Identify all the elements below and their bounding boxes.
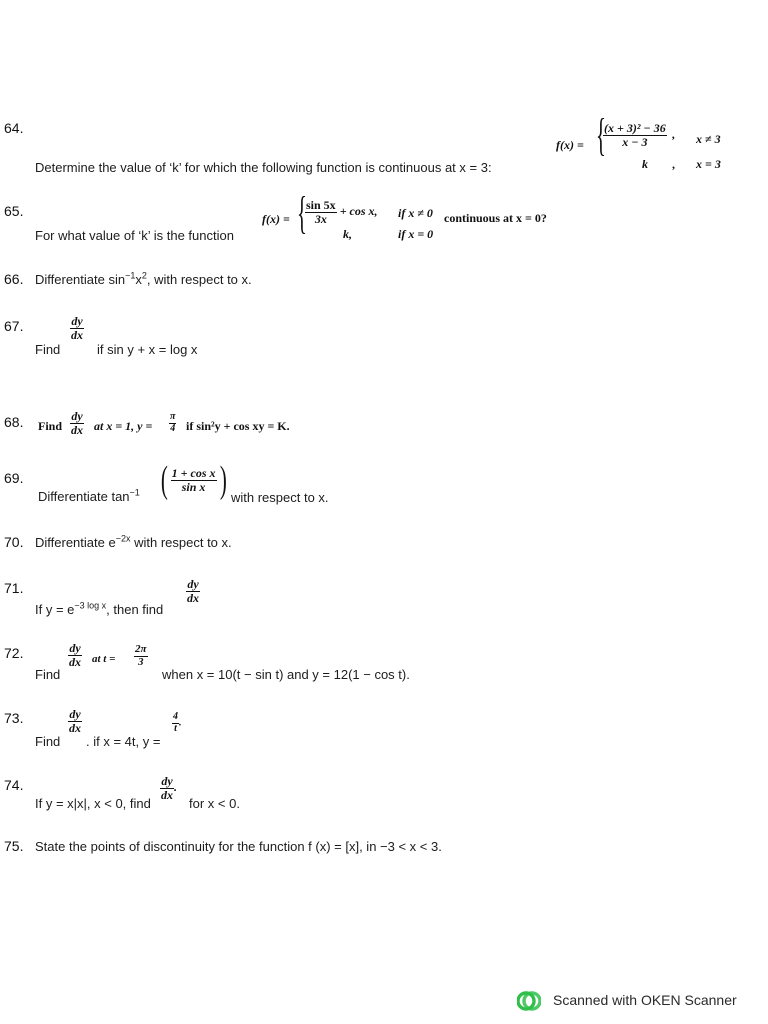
fraction-denominator: t xyxy=(172,723,179,735)
tan-inverse-argument: ( $\frac{\text{1 + cos x}}{\text{sin x}}$ ) xyxy=(160,459,227,501)
question-text: when x = 10(t − sin t) and y = 12(1 − cos t). xyxy=(162,667,410,682)
brace: { xyxy=(596,109,606,160)
superscript: −3 log x xyxy=(74,600,107,611)
question-text xyxy=(38,489,140,504)
derivative-dy-dx xyxy=(68,708,82,734)
derivative-dy-dx: $\frac{dy}{dx}$ . xyxy=(161,774,177,802)
question-text: for x < 0. xyxy=(189,796,240,811)
fraction-numerator: dy xyxy=(71,314,83,328)
fraction-numerator: dy xyxy=(187,577,199,591)
condition: if x = 0 xyxy=(398,227,434,241)
question-text: Find xyxy=(35,734,61,749)
fraction-numerator: dy xyxy=(69,707,81,721)
question-text: at t = xyxy=(92,653,116,665)
question-number: 71. xyxy=(4,580,24,596)
question-text: State the points of discontinuity for the function f (x) = [x], in −3 < x < 3. xyxy=(35,839,442,854)
fraction-numerator: dy xyxy=(69,641,81,655)
text-part: x xyxy=(135,272,142,287)
function-label: f(x) = xyxy=(262,212,290,226)
condition: x = 3 xyxy=(696,157,721,171)
question-text: if sin²y + cos xy = K. xyxy=(186,419,290,433)
fraction-numerator: sin 5x xyxy=(306,198,336,212)
question-text xyxy=(35,535,232,550)
comma: , xyxy=(672,157,675,171)
condition: x ≠ 3 xyxy=(696,132,721,146)
question-text: Find xyxy=(35,667,61,682)
continuity-text: continuous at x = 0? xyxy=(444,211,547,225)
fraction-numerator: 4 xyxy=(173,711,178,722)
fraction-numerator: 2π xyxy=(135,643,147,655)
question-text: Determine the value of ‘k’ for which the following function is continuous at x = 3: xyxy=(35,160,492,175)
derivative-dy-dx xyxy=(70,315,84,341)
question-number: 68. xyxy=(4,414,24,430)
function-label: f(x) = xyxy=(556,138,584,152)
question-text: with respect to x. xyxy=(231,490,329,505)
fraction-denominator: dx xyxy=(71,327,83,342)
two-pi-over-3 xyxy=(134,644,148,668)
question-text: Find xyxy=(35,342,61,357)
pi-over-4 xyxy=(169,412,176,434)
question-number: 69. xyxy=(4,470,24,486)
oken-scanner-logo xyxy=(517,990,541,1012)
derivative-dy-dx xyxy=(68,642,82,668)
fraction-numerator: dy xyxy=(161,774,173,788)
fraction-numerator: 1 + cos x xyxy=(171,465,216,480)
fraction-denominator: 3x xyxy=(305,212,337,226)
text-part: , with respect to x. xyxy=(146,272,252,287)
text-part: with respect to x. xyxy=(134,535,232,550)
question-number: 70. xyxy=(4,534,24,550)
text-part: Differentiate sin xyxy=(35,272,126,287)
piecewise-k: k xyxy=(642,157,648,171)
question-text xyxy=(35,272,252,287)
question-text: at x = 1, y = xyxy=(94,419,153,433)
question-text: if sin y + x = log x xyxy=(97,342,198,357)
question-number: 75. xyxy=(4,838,24,854)
superscript: −1 xyxy=(129,487,140,498)
piecewise-top xyxy=(305,199,378,225)
question-text: If y = x|x|, x < 0, find xyxy=(35,796,151,811)
condition: if x ≠ 0 xyxy=(398,206,433,220)
question-number: 72. xyxy=(4,645,24,661)
fraction-numerator: dy xyxy=(71,409,83,423)
question-number: 65. xyxy=(4,203,24,219)
question-number: 64. xyxy=(4,120,24,136)
question-number: 73. xyxy=(4,710,24,726)
text-part: , then find xyxy=(106,602,164,617)
superscript: 2 xyxy=(141,270,147,281)
text-part: Differentiate tan xyxy=(38,489,130,504)
plus-cos: + cos x, xyxy=(339,203,378,218)
derivative-dy-dx xyxy=(186,578,200,604)
piecewise-k: k, xyxy=(343,227,352,241)
piecewise-top: $\frac{\text{(x + 3)² − 36}}{x - 3}$ , xyxy=(604,121,675,149)
fraction-denominator: 3 xyxy=(134,656,148,669)
fraction-denominator: 4 xyxy=(170,422,176,434)
question-text: For what value of ‘k’ is the function xyxy=(35,228,234,243)
fraction-denominator: sin x xyxy=(171,480,217,494)
superscript: −1 xyxy=(125,270,136,281)
fraction-denominator: dx xyxy=(161,787,173,802)
question-text: . if x = 4t, y = xyxy=(86,734,161,749)
fraction-denominator: x − 3 xyxy=(603,135,667,149)
fraction-denominator: dx xyxy=(69,720,81,735)
scanner-watermark: Scanned with OKEN Scanner xyxy=(553,992,737,1008)
derivative-dy-dx xyxy=(70,410,84,436)
fraction-numerator: π xyxy=(170,411,176,422)
question-number: 67. xyxy=(4,318,24,334)
question-text: Find xyxy=(38,419,63,433)
fraction-numerator: (x + 3)² − 36 xyxy=(604,121,666,135)
question-number: 66. xyxy=(4,271,24,287)
fraction-denominator: dx xyxy=(71,422,83,437)
four-over-t: $\frac{4}{t}$ . xyxy=(173,711,182,734)
fraction-denominator: dx xyxy=(69,654,81,669)
text-part: Differentiate e xyxy=(35,535,116,550)
question-number: 74. xyxy=(4,777,24,793)
text-part: If y = e xyxy=(35,602,75,617)
question-text xyxy=(35,602,163,617)
fraction-denominator: dx xyxy=(187,590,199,605)
superscript: −2x xyxy=(115,533,131,544)
brace: { xyxy=(297,187,307,238)
